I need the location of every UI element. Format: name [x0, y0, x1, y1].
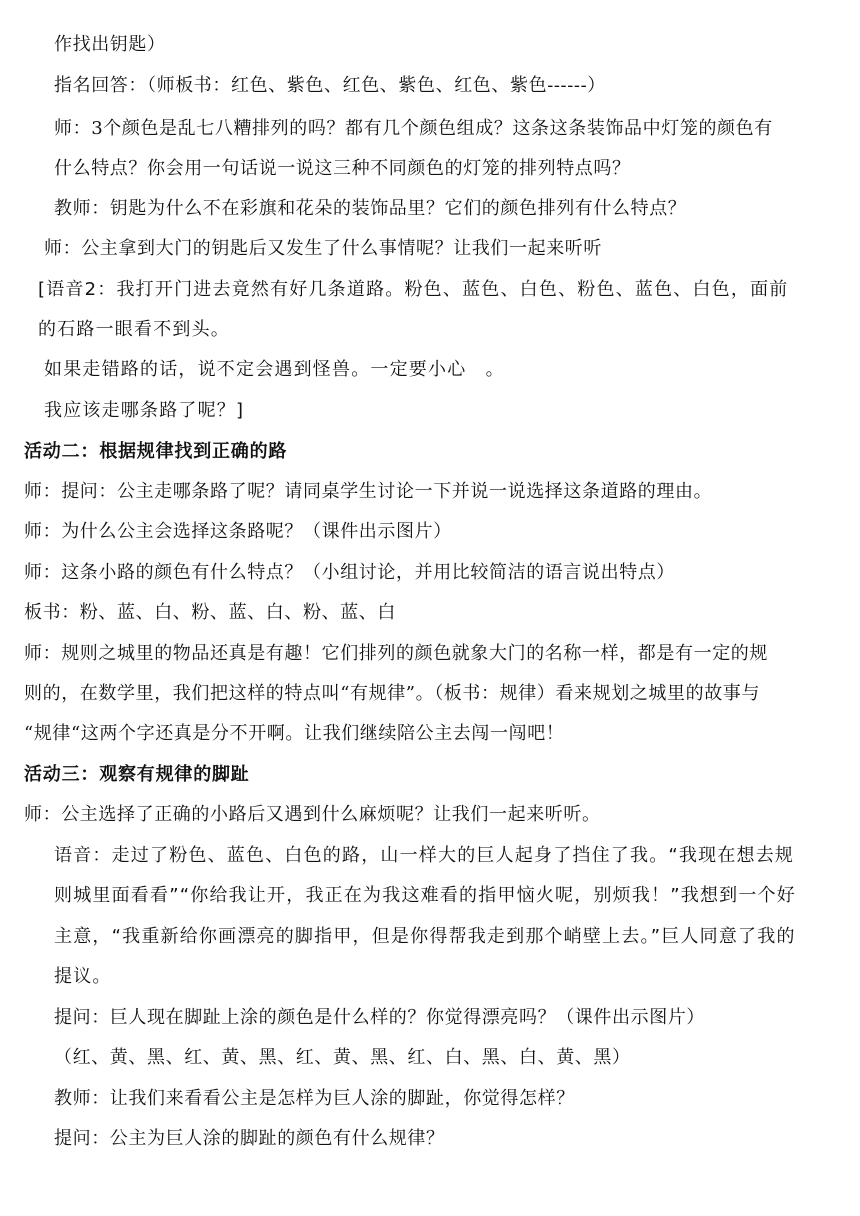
text-line: 师：为什么公主会选择这条路呢？（课件出示图片）	[24, 521, 452, 542]
audio-text-line: 如果走错路的话，说不定会遇到怪兽。一定要小心 。	[44, 359, 505, 380]
text-line: 师：规则之城里的物品还真是有趣！它们排列的颜色就象大门的名称一样，都是有一定的规	[24, 643, 768, 664]
text-line: 作找出钥匙）	[54, 34, 166, 55]
text-line: 教师：钥匙为什么不在彩旗和花朵的装饰品里？它们的颜色排列有什么特点？	[54, 198, 687, 219]
audio-text-line: 我应该走哪条路了呢？]	[44, 400, 245, 421]
text-line: 师：公主拿到大门的钥匙后又发生了什么事情呢？让我们一起来听听	[44, 238, 602, 259]
text-line: 提问：公主为巨人涂的脚趾的颜色有什么规律？	[54, 1128, 445, 1149]
text-line: 师：提问：公主走哪条路了呢？请同桌学生讨论一下并说一说选择这条道路的理由。	[24, 481, 713, 502]
section-heading: 活动三：观察有规律的脚趾	[24, 764, 250, 785]
text-line: “规律“这两个字还真是分不开啊。让我们继续陪公主去闯一闯吧！	[24, 723, 565, 744]
text-line: 教师：让我们来看看公主是怎样为巨人涂的脚趾，你觉得怎样？	[54, 1088, 575, 1109]
audio-text-line: 主意，“我重新给你画漂亮的脚指甲，但是你得帮我走到那个峭壁上去。”巨人同意了我的	[54, 926, 796, 947]
text-line: 板书：粉、蓝、白、粉、蓝、白、粉、蓝、白	[24, 602, 396, 623]
section-heading: 活动二：根据规律找到正确的路	[24, 441, 288, 462]
audio-text-line: [语音2：我打开门进去竟然有好几条道路。粉色、蓝色、白色、粉色、蓝色、白色，面前	[38, 279, 789, 300]
audio-text-line: 的石路一眼看不到头。	[38, 319, 230, 340]
text-line: 师：这条小路的颜色有什么特点？（小组讨论，并用比较简洁的语言说出特点）	[24, 562, 675, 583]
audio-text-line: 提议。	[54, 966, 112, 987]
audio-text-line: 语音：走过了粉色、蓝色、白色的路，山一样大的巨人起身了挡住了我。“我现在想去规	[54, 845, 795, 866]
text-line: 提问：巨人现在脚趾上涂的颜色是什么样的？你觉得漂亮吗？（课件出示图片）	[54, 1007, 705, 1028]
text-line: 则的，在数学里，我们把这样的特点叫“有规律”。（板书：规律）看来规划之城里的故事与	[24, 683, 760, 704]
text-line: 什么特点？你会用一句话说一说这三种不同颜色的灯笼的排列特点吗？	[54, 158, 631, 179]
audio-text-line: 则城里面看看”“你给我让开，我正在为我这难看的指甲恼火呢，别烦我！”我想到一个好	[54, 885, 796, 906]
text-line: 师：公主选择了正确的小路后又遇到什么麻烦呢？让我们一起来听听。	[24, 804, 601, 825]
text-line: 指名回答：（师板书：红色、紫色、红色、紫色、红色、紫色------）	[54, 75, 606, 96]
text-line: 师：3个颜色是乱七八糟排列的吗？都有几个颜色组成？这条这条装饰品中灯笼的颜色有	[54, 118, 773, 139]
text-line: （红、黄、黑、红、黄、黑、红、黄、黑、红、白、黑、白、黄、黑）	[54, 1047, 631, 1068]
